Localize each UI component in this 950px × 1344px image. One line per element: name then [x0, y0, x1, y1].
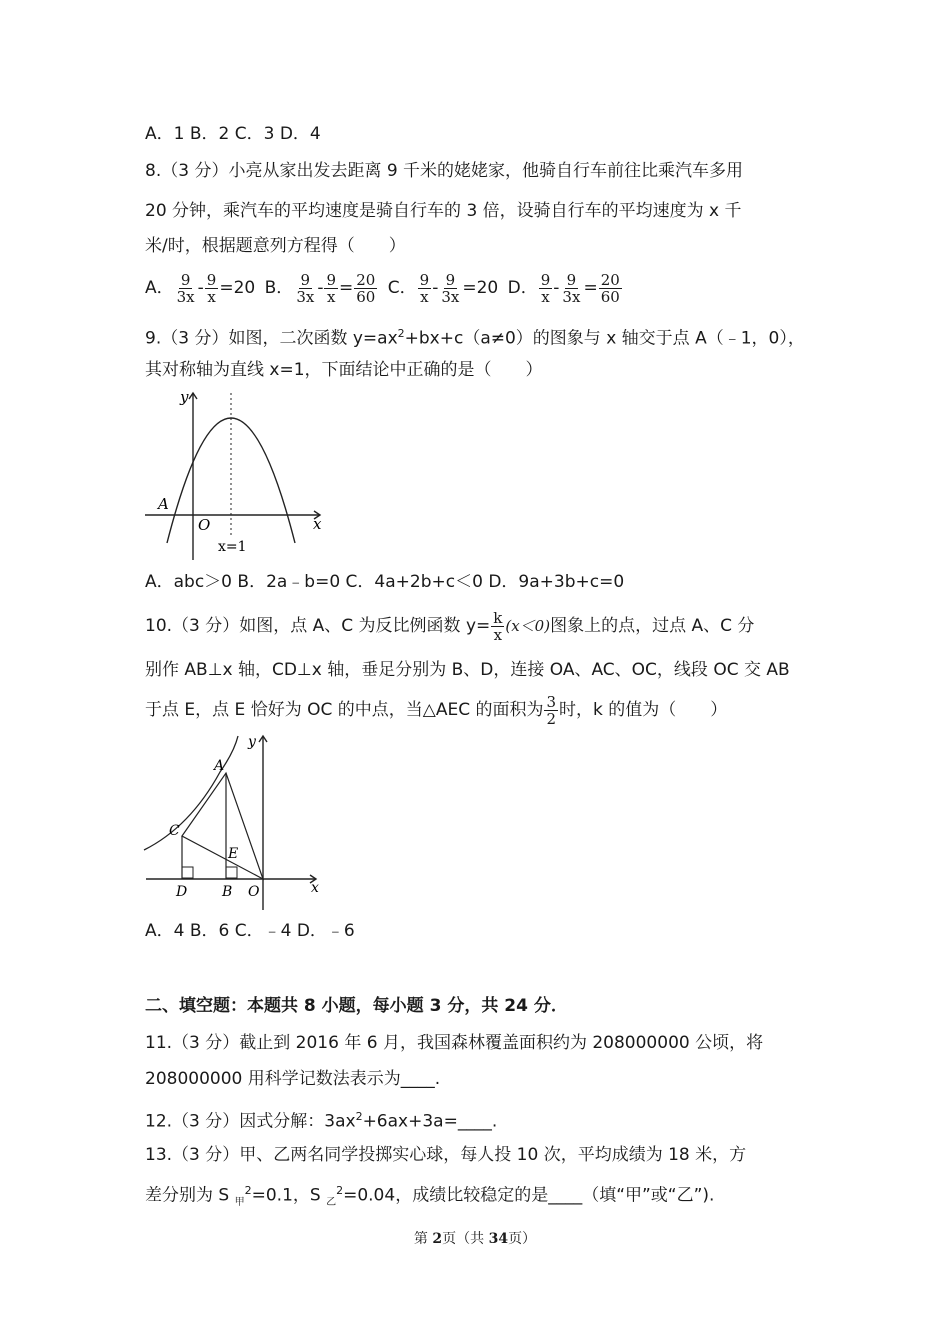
q8-line2: 20 分钟，乘汽车的平均速度是骑自行车的 3 倍，设骑自行车的平均速度为 x 千	[145, 201, 742, 221]
q10-line3: 于点 E，点 E 恰好为 OC 的中点，当△AEC 的面积为 $\frac{3}{2}$ 时，k 的值为（ ）	[145, 692, 728, 728]
q10-label-x: x	[311, 880, 319, 896]
q10-label-d: D	[176, 884, 188, 900]
q9-line1: 9.（3 分）如图，二次函数 $y=ax^2+bx+c(a\ne 0)$的图象与 x 轴交于点 A（﹣1，0），	[145, 327, 805, 349]
q9-label-x: x	[313, 515, 322, 533]
q10-right-angle-d	[182, 867, 193, 878]
q11-line1: 11.（3 分）截止到 2016 年 6 月，我国森林覆盖面积约为 208000000 公顷，将	[145, 1033, 764, 1053]
q12: 12.（3 分）因式分解：$3ax^2+6ax+3a=\_\_\_\_$.	[145, 1110, 498, 1132]
q9-label-a: A	[158, 495, 169, 513]
q9-line2: 其对称轴为直线 x=1，下面结论中正确的是（ ）	[145, 360, 543, 380]
q9-options: A．abc＞0 B．2a﹣b=0 C．4a+2b+c＜0 D．9a+3b+c=0	[145, 572, 625, 592]
q10-hyperbola	[144, 736, 238, 850]
q10-right-angle-b	[226, 867, 237, 878]
q10-label-o: O	[248, 884, 260, 900]
q9-parabola-graph	[140, 385, 340, 565]
page-footer: 第 2页（共 34页）	[413, 1231, 537, 1247]
q8-option-b: B． $\frac{9}{3x}$ - $\frac{9}{x}$ = $\frac{20}{60}$	[264, 270, 376, 306]
q10-label-c: C	[169, 823, 180, 839]
q7-options: A．1 B．2 C．3 D．4	[145, 124, 321, 144]
q10-line2: 别作 AB⊥x 轴，CD⊥x 轴，垂足分别为 B、D，连接 OA、AC、OC，线段 OC 交 AB	[145, 660, 790, 680]
q10-label-e: E	[228, 846, 239, 862]
q10-line1: 10.（3 分）如图，点 A、C 为反比例函数 y= $\frac{k}{x}$ (x＜0)图象上的点，过点 A、C 分	[145, 608, 755, 644]
q9-label-o: O	[198, 516, 211, 534]
q11-line2: 208000000 用科学记数法表示为____.	[145, 1069, 441, 1089]
q13-line1: 13.（3 分）甲、乙两名同学投掷实心球，每人投 10 次，平均成绩为 18 米，方	[145, 1145, 747, 1165]
q10-hyperbola-graph	[140, 732, 340, 914]
q10-label-a: A	[214, 758, 225, 774]
q10-label-b: B	[222, 884, 233, 900]
q10-triangle-aoc	[182, 773, 263, 879]
section-2-heading: 二、填空题：本题共 8 小题，每小题 3 分，共 24 分．	[145, 996, 568, 1016]
q8-option-d: D． $\frac{9}{x}$ - $\frac{9}{3x}$ = $\frac{20}{60}$	[507, 270, 620, 306]
q8-options	[145, 270, 627, 306]
q8-line3: 米/时，根据题意列方程得（ ）	[145, 236, 406, 256]
q8-option-a: A． $\frac{9}{3x}$ - $\frac{9}{x}$ =20	[145, 270, 256, 306]
q9-label-symmetry: x=1	[218, 539, 247, 555]
q10-label-y: y	[248, 734, 256, 750]
q8-line1: 8.（3 分）小亮从家出发去距离 9 千米的姥姥家，他骑自行车前往比乘汽车多用	[145, 161, 744, 181]
q13-line2: 差分别为 S $_甲^2$=0.1，S $_乙^2$=0.04，成绩比较稳定的是____（填“甲”或“乙”).	[145, 1184, 715, 1209]
q8-option-c: C． $\frac{9}{x}$ - $\frac{9}{3x}$ =20	[387, 270, 499, 306]
q10-options: A．4 B．6 C．﹣4 D．﹣6	[145, 921, 355, 941]
q9-label-y: y	[180, 388, 189, 406]
